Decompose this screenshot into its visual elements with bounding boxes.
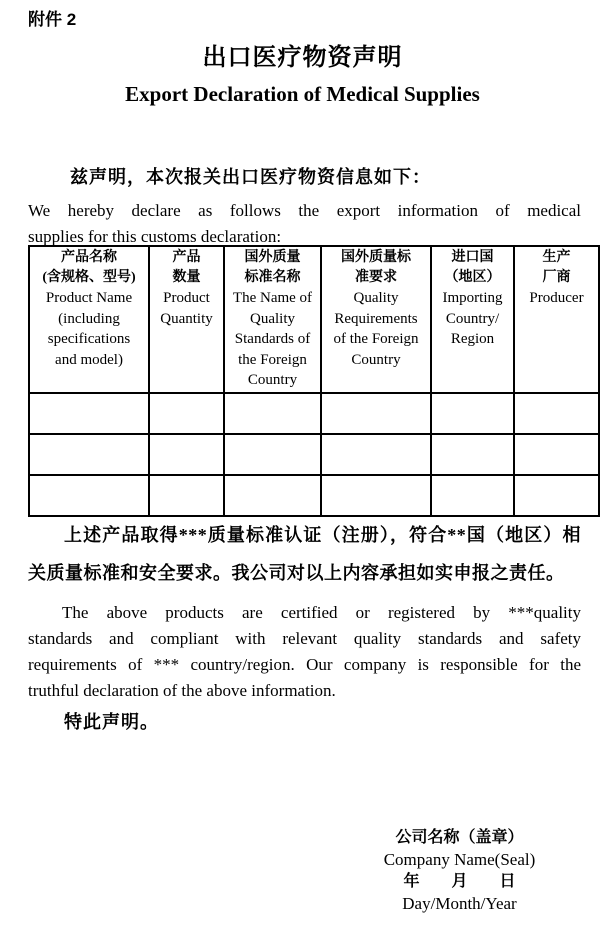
signature-block: [362, 827, 557, 915]
document-title-zh: 出口医疗物资声明: [202, 44, 403, 71]
declaration-table-head: [29, 246, 599, 393]
intro-statement-en-line: We hereby declare as follows the export information of medical: [28, 201, 581, 220]
table-header-cell: 产品名称 (含规格、型号) Product Name (including specifications and model): [29, 246, 149, 393]
intro-statement-en: [28, 198, 581, 250]
post-table-statement-en-line: truthful declaration of the above information.: [28, 681, 336, 700]
post-table-statement-en-line: standards and compliant with relevant quality standards and safety: [28, 629, 581, 648]
table-empty-cell: [29, 393, 149, 434]
table-empty-cell: [514, 475, 599, 516]
intro-statement-en-line: supplies for this customs declaration:: [28, 227, 282, 246]
post-table-statement-zh: [28, 516, 581, 592]
table-header-cell: 生产 厂商 Producer: [514, 246, 599, 393]
attachment-label: 附件 2: [28, 10, 77, 29]
signature-company-en: Company Name(Seal): [383, 850, 536, 869]
table-empty-cell: [321, 434, 431, 475]
table-empty-cell: [149, 434, 224, 475]
table-empty-cell: [431, 475, 514, 516]
signature-date-en: Day/Month/Year: [402, 894, 517, 913]
intro-statement-zh: 兹声明，本次报关出口医疗物资信息如下：: [70, 167, 431, 187]
table-empty-cell: [149, 475, 224, 516]
declaration-table: [28, 245, 600, 517]
signature-company-zh: 公司名称（盖章）: [395, 829, 524, 846]
table-empty-cell: [431, 434, 514, 475]
table-row: [29, 475, 599, 516]
post-table-statement-en-line: The above products are certified or registered by ***quality: [62, 603, 581, 622]
table-empty-cell: [224, 434, 321, 475]
table-empty-cell: [431, 393, 514, 434]
post-table-statement-en-line: requirements of *** country/region. Our company is responsible for the: [28, 655, 581, 674]
table-empty-cell: [224, 393, 321, 434]
post-table-statement-en: [28, 600, 581, 704]
table-header-cell: 国外质量 标准名称 The Name of Quality Standards of the Foreign Country: [224, 246, 321, 393]
post-table-statement-zh-line: 关质量标准和安全要求。我公司对以上内容承担如实申报之责任。: [28, 563, 565, 583]
table-header-cell: 进口国 （地区） Importing Country/ Region: [431, 246, 514, 393]
hereby-statement: 特此声明。: [64, 712, 159, 732]
table-empty-cell: [29, 475, 149, 516]
table-empty-cell: [514, 393, 599, 434]
declaration-table-body: [29, 393, 599, 516]
table-empty-cell: [224, 475, 321, 516]
table-empty-cell: [514, 434, 599, 475]
signature-date-zh: 年 月 日: [403, 873, 516, 890]
document-title-en: Export Declaration of Medical Supplies: [125, 82, 480, 106]
table-row: [29, 393, 599, 434]
table-empty-cell: [321, 393, 431, 434]
table-empty-cell: [321, 475, 431, 516]
post-table-statement-zh-line: 上述产品取得***质量标准认证（注册），符合**国（地区）相: [64, 525, 581, 545]
table-row: [29, 434, 599, 475]
table-empty-cell: [149, 393, 224, 434]
table-header-cell: 国外质量标 准要求 Quality Requirements of the Foreign Country: [321, 246, 431, 393]
table-empty-cell: [29, 434, 149, 475]
table-header-cell: 产品 数量 Product Quantity: [149, 246, 224, 393]
